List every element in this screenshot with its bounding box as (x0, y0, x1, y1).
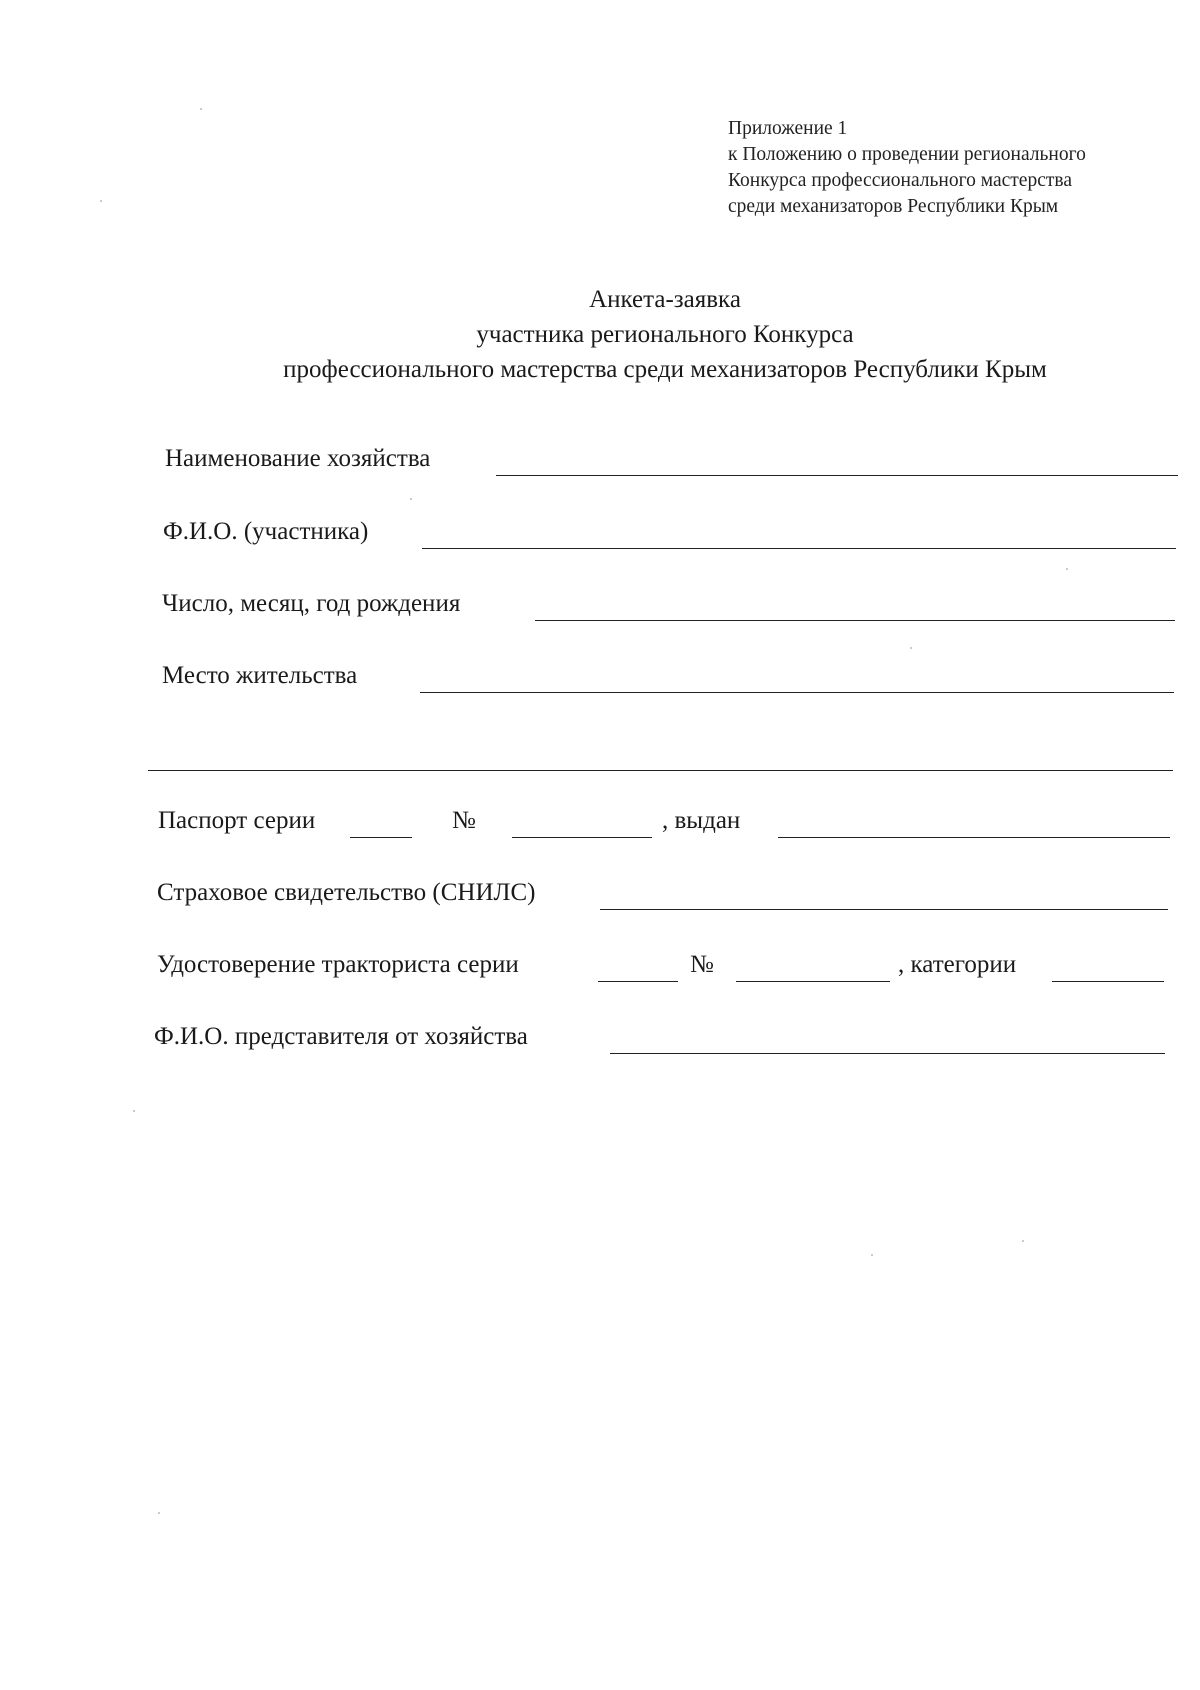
tractor-license-number-field[interactable] (736, 981, 890, 982)
farm-name-label: Наименование хозяйства (165, 445, 431, 472)
tractor-license-series-field[interactable] (598, 981, 678, 982)
residence-field[interactable] (420, 692, 1174, 693)
tractor-license-row (0, 946, 1200, 986)
birth-date-label: Число, месяц, год рождения (162, 590, 461, 617)
snils-label: Страховое свидетельство (СНИЛС) (157, 879, 536, 906)
scan-speck (158, 1512, 160, 1514)
passport-issued-label: , выдан (662, 807, 741, 834)
representative-row (0, 1018, 1200, 1058)
scan-speck (133, 1110, 135, 1112)
appendix-note (728, 116, 1086, 220)
scan-speck (1066, 568, 1068, 570)
passport-number-sign: № (452, 807, 476, 834)
appendix-line: среди механизаторов Республики Крым (728, 196, 1059, 217)
farm-name-row (0, 440, 1200, 480)
form-title (0, 282, 1200, 387)
farm-name-field[interactable] (496, 475, 1178, 476)
category-field[interactable] (1052, 981, 1164, 982)
title-line: Анкета-заявка (589, 286, 741, 313)
scan-speck (1022, 1240, 1024, 1242)
birth-date-field[interactable] (535, 620, 1175, 621)
title-line: участника регионального Конкурса (476, 321, 854, 348)
participant-name-row (0, 513, 1200, 553)
appendix-line: Конкурса профессионального мастерства (728, 170, 1072, 191)
tractor-license-label: Удостоверение тракториста серии (157, 951, 519, 978)
passport-label: Паспорт серии (158, 807, 316, 834)
scan-speck (100, 200, 102, 202)
category-label: , категории (898, 951, 1017, 978)
scan-speck (410, 498, 412, 500)
snils-row (0, 874, 1200, 914)
tractor-license-number-sign: № (690, 951, 714, 978)
title-line: профессионального мастерства среди механизаторов Республики Крым (283, 356, 1047, 383)
scan-speck (200, 108, 202, 110)
residence-field-continuation[interactable] (148, 770, 1173, 771)
participant-name-field[interactable] (422, 548, 1176, 549)
appendix-line: Приложение 1 (728, 118, 848, 139)
birth-date-row (0, 585, 1200, 625)
residence-row (0, 657, 1200, 697)
scan-speck (910, 647, 912, 649)
passport-issued-field[interactable] (778, 837, 1170, 838)
appendix-line: к Положению о проведении регионального (728, 144, 1086, 165)
scan-speck (871, 1254, 873, 1256)
representative-field[interactable] (610, 1053, 1165, 1054)
passport-series-field[interactable] (350, 837, 412, 838)
representative-label: Ф.И.О. представителя от хозяйства (154, 1023, 528, 1050)
passport-row (0, 802, 1200, 842)
snils-field[interactable] (600, 909, 1168, 910)
participant-name-label: Ф.И.О. (участника) (163, 518, 369, 545)
passport-number-field[interactable] (512, 837, 652, 838)
residence-label: Место жительства (162, 662, 358, 689)
